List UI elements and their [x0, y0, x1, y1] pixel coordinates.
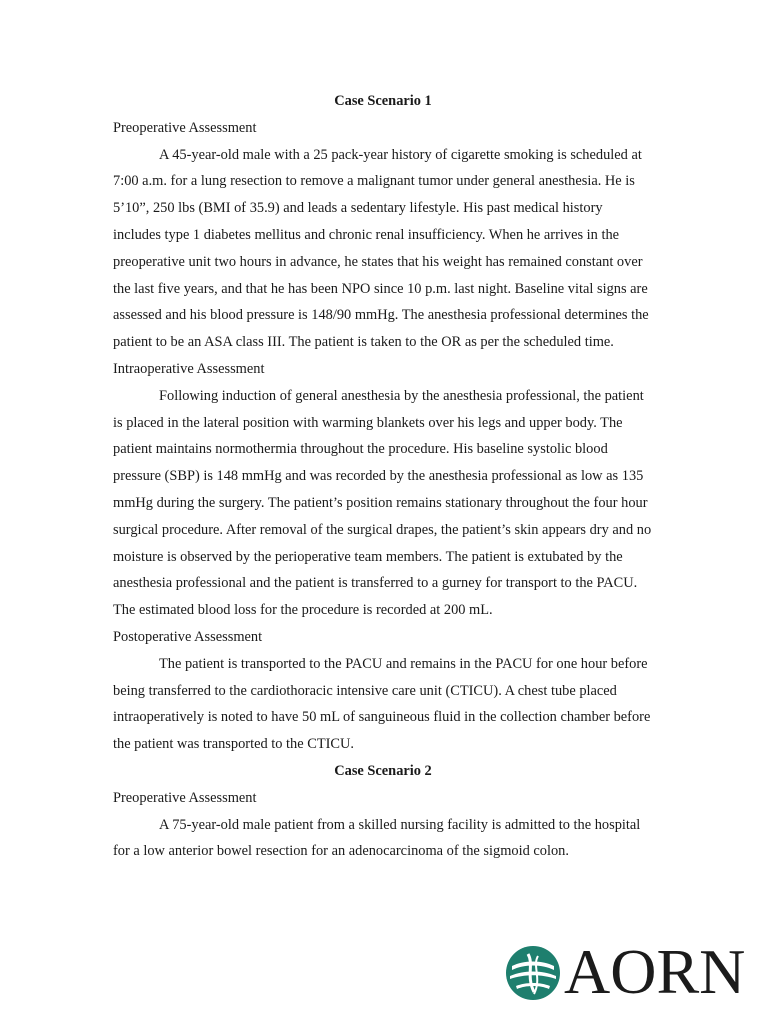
document-page [113, 88, 653, 865]
aorn-emblem-icon [504, 944, 562, 1002]
postoperative-heading-1: Postoperative Assessment [113, 628, 263, 645]
case-scenario-2-title: Case Scenario 2 [334, 762, 432, 779]
aorn-logo-text: AORN [564, 936, 746, 1007]
preoperative-paragraph-2: A 75-year-old male patient from a skilled nursing facility is admitted to the hospital for a low anterior bowel resection for an adenocarcinoma of the sigmoid colon. [113, 816, 641, 860]
aorn-logo [504, 936, 746, 1007]
case-scenario-1-title: Case Scenario 1 [334, 93, 432, 109]
preoperative-heading-1: Preoperative Assessment [113, 119, 257, 136]
intraoperative-heading-1: Intraoperative Assessment [113, 360, 265, 377]
intraoperative-paragraph-1: Following induction of general anesthesia by the anesthesia professional, the patient is placed in the lateral position with warming blankets over his legs and upper body. The patient maintains normothermia throughout the procedure. His baseline systolic blood pressure (SBP) is 148 mmHg and was recorded by the anesthesia professional as low as 135 mmHg during the surgery. The patient’s position remains stationary throughout the four hour surgical procedure. After removal of the surgical drapes, the patient’s skin appears dry and no moisture is observed by the perioperative team members. The patient is extubated by the anesthesia professional and the patient is transferred to a gurney for transport to the PACU. The estimated blood loss for the procedure is recorded at 200 mL. [113, 387, 652, 619]
preoperative-paragraph-1: A 45-year-old male with a 25 pack-year history of cigarette smoking is scheduled at 7:00 a.m. for a lung resection to remove a malignant tumor under general anesthesia. He is 5’10”, 250 lbs (BMI of 35.9) and leads a sedentary lifestyle. His past medical history includes type 1 diabetes mellitus and chronic renal insufficiency. When he arrives in the preoperative unit two hours in advance, he states that his weight has remained constant over the last five years, and that he has been NPO since 10 p.m. last night. Baseline vital signs are assessed and his blood pressure is 148/90 mmHg. The anesthesia professional determines the patient to be an ASA class III. The patient is taken to the OR as per the scheduled time. [113, 146, 649, 351]
postoperative-paragraph-1: The patient is transported to the PACU and remains in the PACU for one hour before being transferred to the cardiothoracic intensive care unit (CTICU). A chest tube placed intraoperatively is noted to have 50 mL of sanguineous fluid in the collection chamber before the patient was transported to the CTICU. [113, 655, 651, 753]
preoperative-heading-2: Preoperative Assessment [113, 789, 257, 806]
